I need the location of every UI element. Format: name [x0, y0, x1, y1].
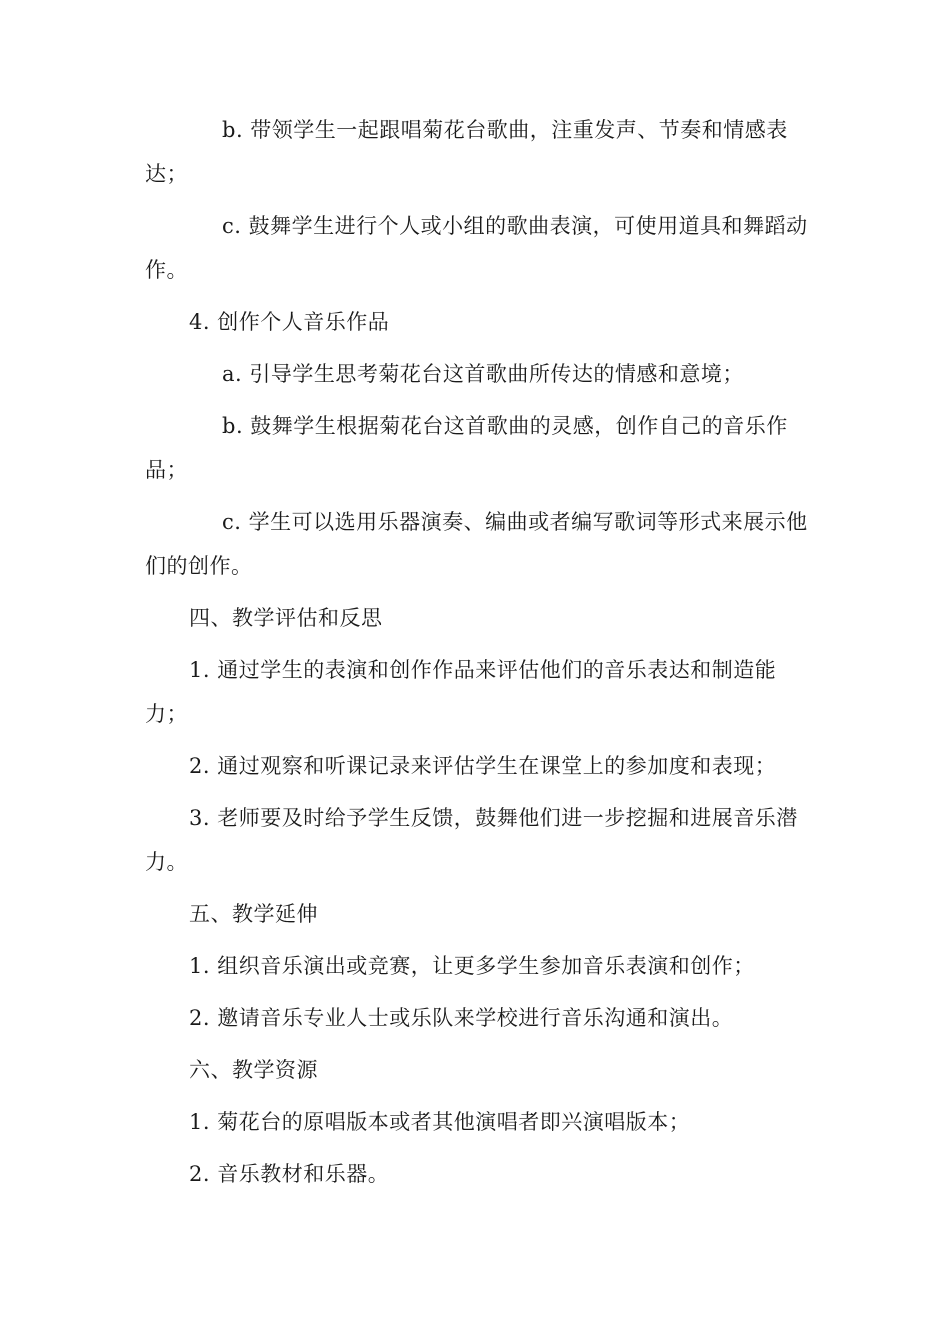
paragraph-sub-item: b. 带领学生一起跟唱菊花台歌曲，注重发声、节奏和情感表达；	[145, 118, 788, 186]
paragraph-sub-item: c. 学生可以选用乐器演奏、编曲或者编写歌词等形式来展示他们的创作。	[145, 510, 808, 578]
document-body	[145, 108, 810, 1204]
paragraph-sub-item: b. 鼓舞学生根据菊花台这首歌曲的灵感，创作自己的音乐作品；	[145, 414, 788, 482]
section-heading: 五、教学延伸	[189, 902, 318, 926]
paragraph-item: 2. 音乐教材和乐器。	[189, 1162, 390, 1186]
paragraph-item: 4. 创作个人音乐作品	[189, 310, 390, 334]
section-heading: 四、教学评估和反思	[189, 606, 383, 630]
paragraph-sub-item: c. 鼓舞学生进行个人或小组的歌曲表演，可使用道具和舞蹈动作。	[145, 214, 808, 282]
paragraph-item: 1. 组织音乐演出或竞赛，让更多学生参加音乐表演和创作；	[189, 954, 755, 978]
paragraph-item: 1. 通过学生的表演和创作作品来评估他们的音乐表达和制造能力；	[145, 658, 777, 726]
paragraph-item: 1. 菊花台的原唱版本或者其他演唱者即兴演唱版本；	[189, 1110, 691, 1134]
paragraph-item: 2. 邀请音乐专业人士或乐队来学校进行音乐沟通和演出。	[189, 1006, 734, 1030]
section-heading: 六、教学资源	[189, 1058, 318, 1082]
paragraph-sub-item: a. 引导学生思考菊花台这首歌曲所传达的情感和意境；	[222, 362, 744, 386]
paragraph-item: 3. 老师要及时给予学生反馈，鼓舞他们进一步挖掘和进展音乐潜力。	[145, 806, 798, 874]
paragraph-item: 2. 通过观察和听课记录来评估学生在课堂上的参加度和表现；	[189, 754, 777, 778]
